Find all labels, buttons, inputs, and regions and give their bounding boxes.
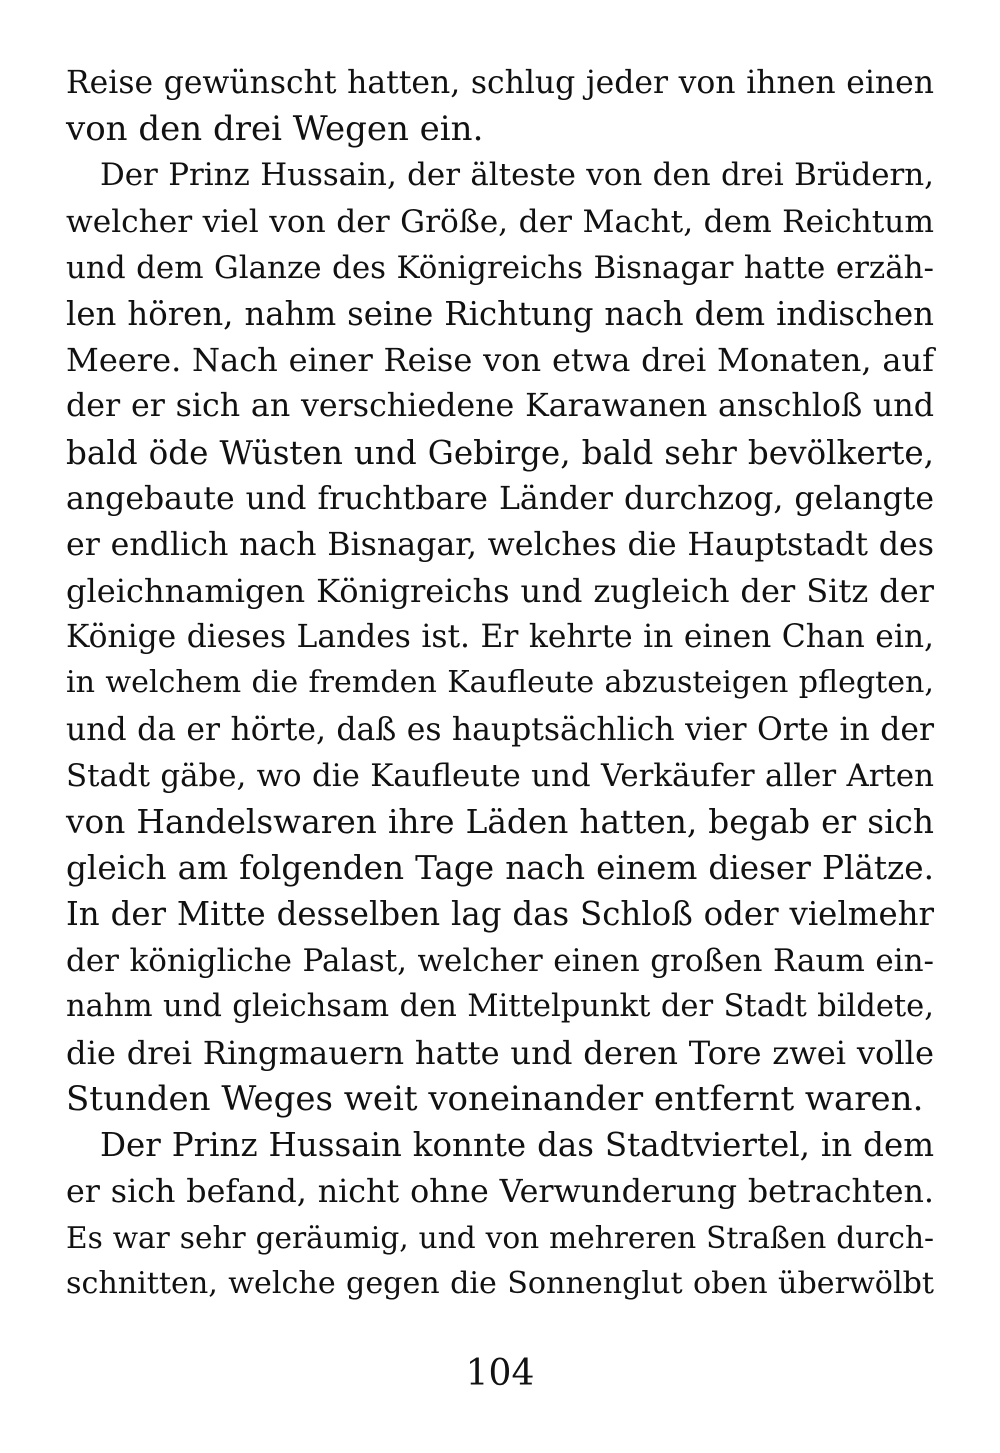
text-line: In der Mitte desselben lag das Schloß oder vielmehr [66,895,934,934]
text-line: welcher viel von der Größe, der Macht, dem Reichtum [66,203,934,240]
text-line: Der Prinz Hussain, der älteste von den drei Brüdern, [100,157,934,194]
text-line: Stunden Weges weit voneinander entfernt waren. [66,1079,924,1120]
text-line: schnitten, welche gegen die Sonnenglut oben überwölbt [66,1265,934,1301]
text-line: Stadt gäbe, wo die Kaufleute und Verkäufer aller Arten [66,757,934,794]
text-line: angebaute und fruchtbare Länder durchzog, gelangte [66,480,934,517]
text-line: Der Prinz Hussain konnte das Stadtviertel, in dem [100,1126,934,1165]
page-number: 104 [465,1353,535,1394]
text-line: die drei Ringmauern hatte und deren Tore zwei volle [66,1033,934,1072]
text-line: Könige dieses Landes ist. Er kehrte in einen Chan ein, [66,619,934,656]
text-line: von Handelswaren ihre Läden hatten, begab er sich [66,803,934,841]
text-line: in welchem die fremden Kaufleute abzusteigen pflegten, [66,665,934,701]
text-line: bald öde Wüsten und Gebirge, bald sehr bevölkerte, [66,433,934,472]
paragraph-2 [66,152,934,1122]
text-line: Es war sehr geräumig, und von mehreren Straßen durch- [66,1220,934,1255]
text-line: Meere. Nach einer Reise von etwa drei Monaten, auf [66,341,934,380]
text-line: von den drei Wegen ein. [66,109,484,150]
text-line: und dem Glanze des Königreichs Bisnagar hatte erzäh- [66,249,934,286]
text-line: der er sich an verschiedene Karawanen anschloß und [66,388,934,425]
text-line: gleich am folgenden Tage nach einem dieser Plätze. [66,849,934,888]
text-line: er endlich nach Bisnagar, welches die Hauptstadt des [66,526,934,563]
text-line: Reise gewünscht hatten, schlug jeder von ihnen einen [66,65,934,101]
text-line: und da er hörte, daß es hauptsächlich vier Orte in der [66,711,934,748]
text-line: nahm und gleichsam den Mittelpunkt der Stadt bildete, [66,988,934,1024]
text-line: der königliche Palast, welcher einen großen Raum ein- [66,942,934,979]
paragraph-3 [66,1122,934,1307]
text-line: gleichnamigen Königreichs und zugleich der Sitz der [66,572,934,611]
text-line: len hören, nahm seine Richtung nach dem indischen [66,294,934,333]
text-line: er sich befand, nicht ohne Verwunderung betrachten. [66,1173,934,1210]
paragraph-1 [66,60,934,152]
page-body [66,60,934,1307]
